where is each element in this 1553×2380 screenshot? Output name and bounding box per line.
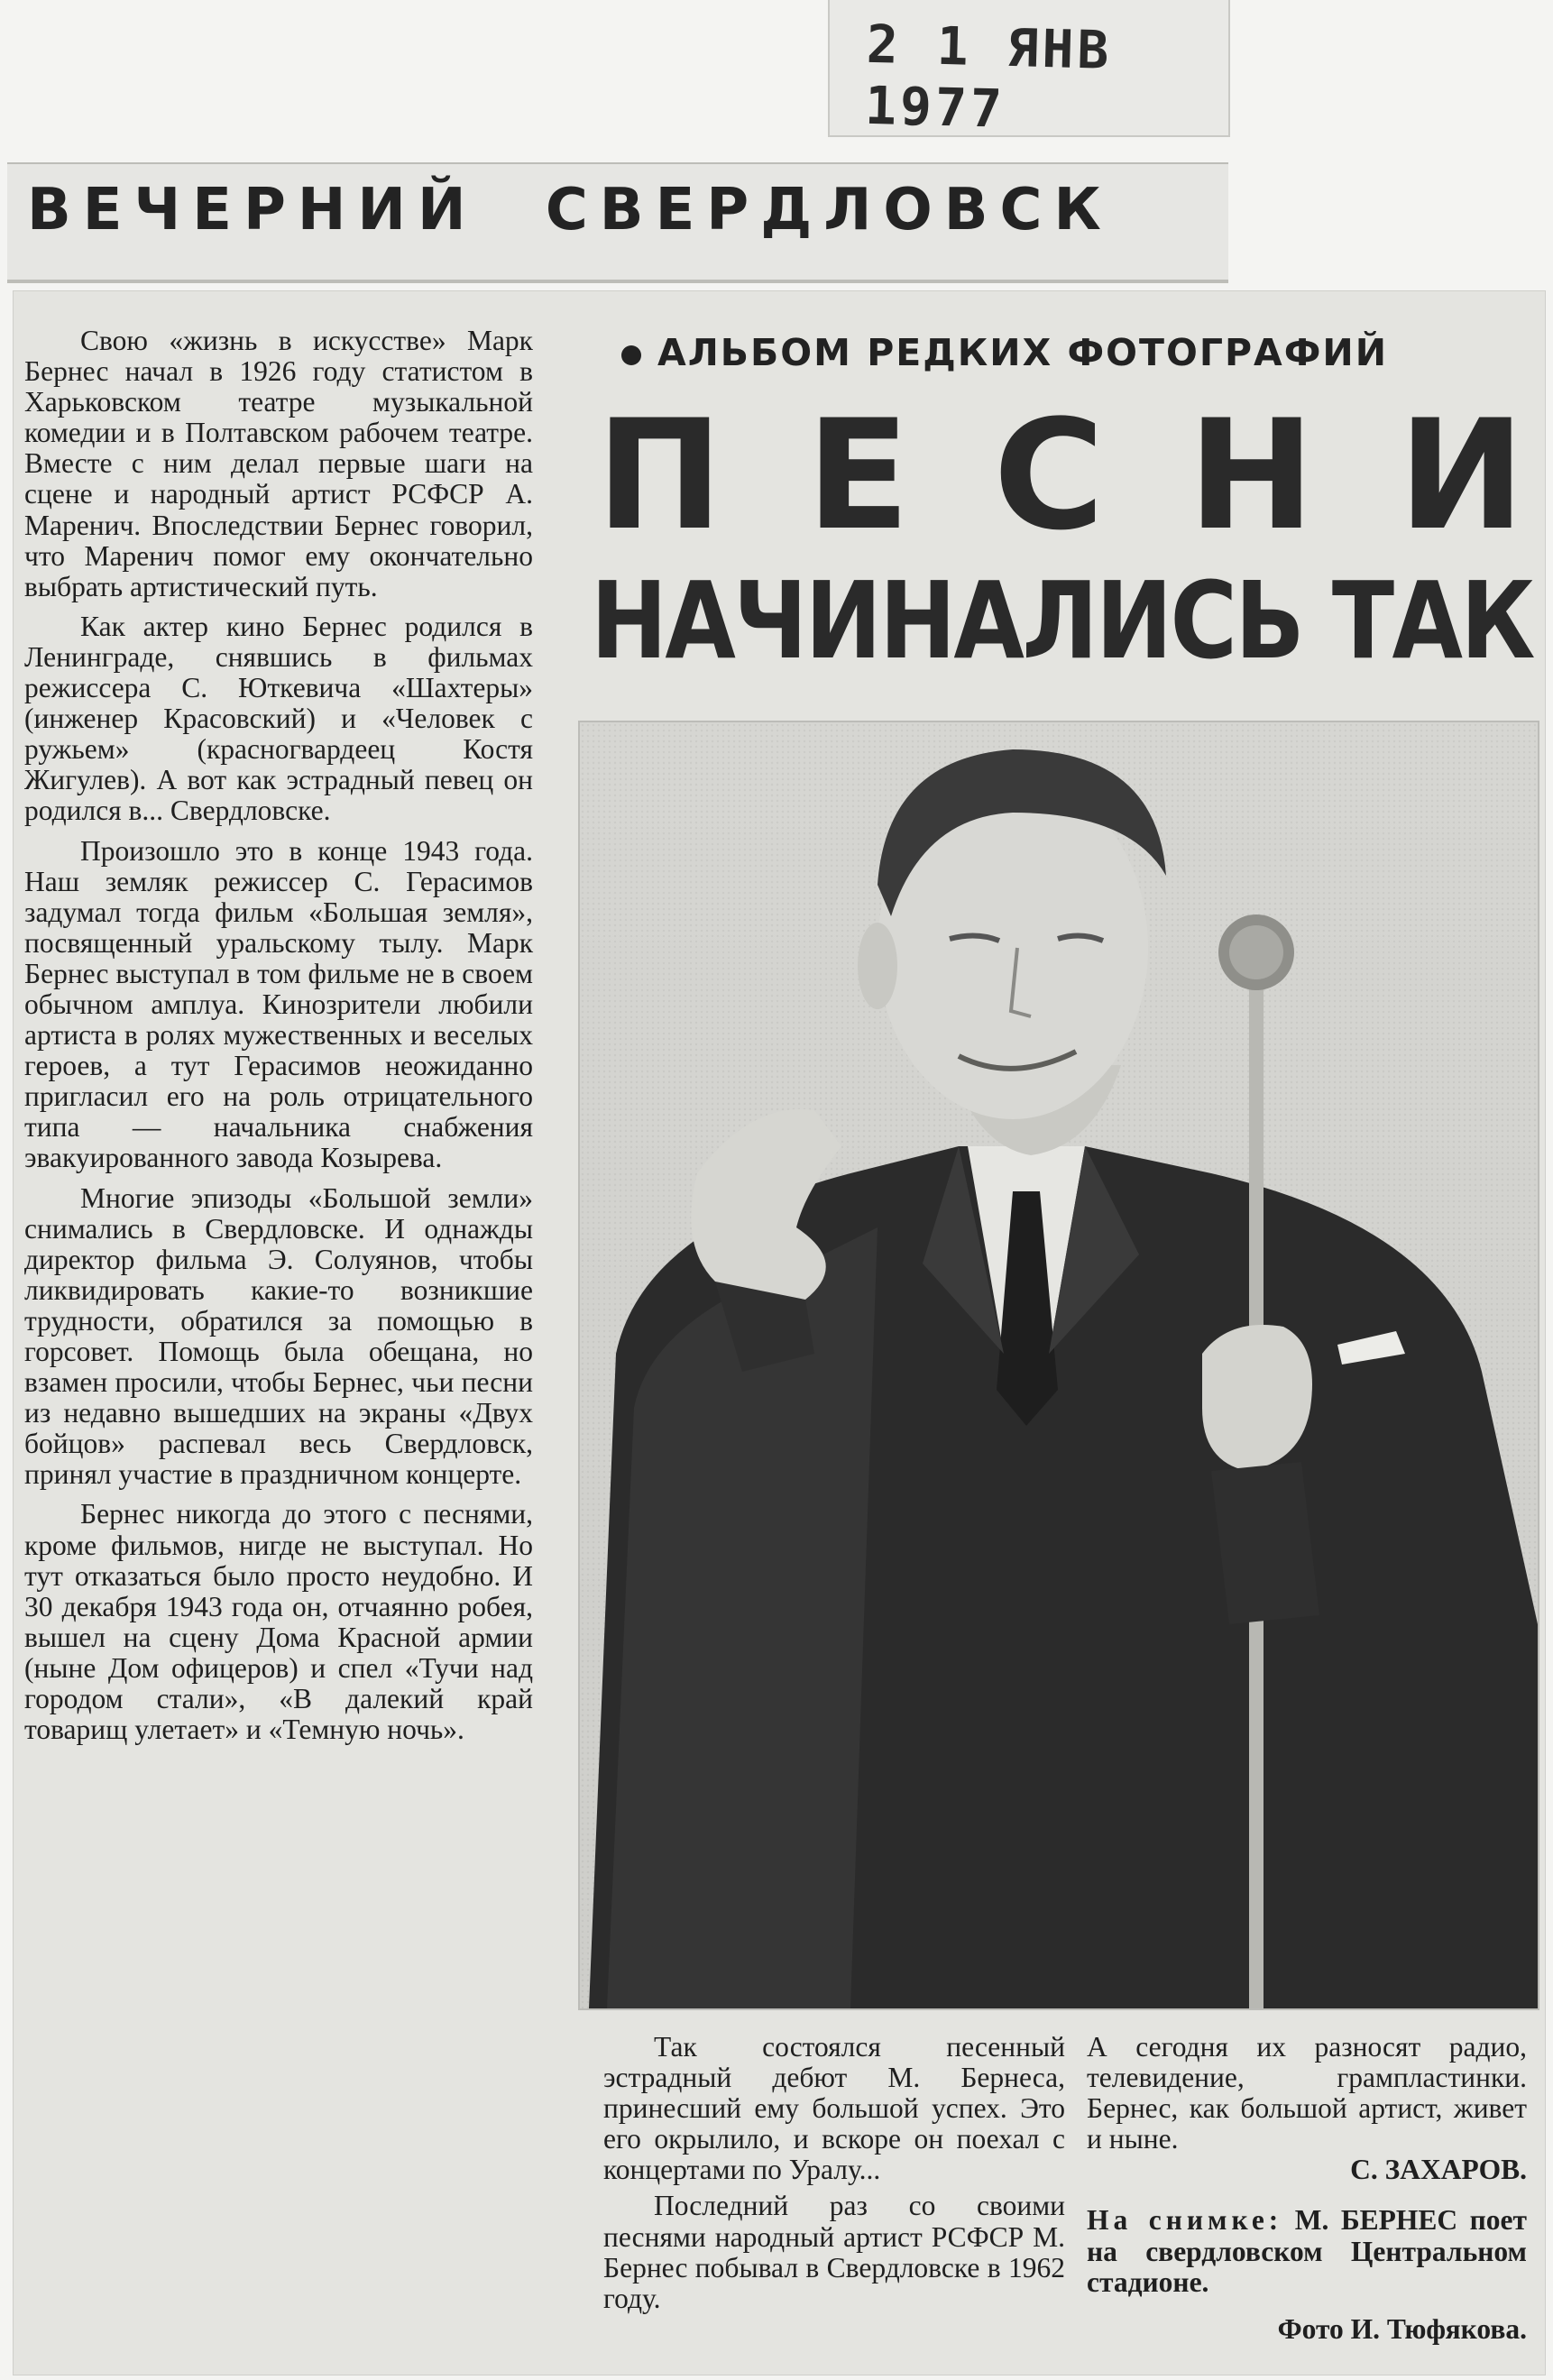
paragraph: Произошло это в конце 1943 года. Наш земляк режиссер С. Герасимов задумал тогда фильм «Большая земля», посвященный уральскому тылу. Марк Бернес выступал в том фильме не в своем обычном амплуа. Кинозрители любили артиста в ролях мужественных и веселых героев, а тут Герасимов неожиданно пригласил его на роль отрицательного типа — начальника снабжения эвакуированного завода Козырева.	[24, 834, 533, 1174]
headline-letter: Н	[1188, 387, 1315, 564]
paragraph: Многие эпизоды «Большой земли» снимались в Свердловске. И однажды директор фильма Э. Солуянов, чтобы ликвидировать какие-то возникшие трудности, обратился за помощью в горсовет. Помощь была обещана, но взамен просили, чтобы Бернес, чьи песни из недавно вышедших на экраны «Двух бойцов» распевал весь Свердловск, принял участие в праздничном концерте.	[24, 1181, 533, 1491]
rubric-text: АЛЬБОМ РЕДКИХ ФОТОГРАФИЙ	[657, 331, 1389, 374]
headline-letter: П	[596, 387, 723, 564]
paragraph: Последний раз со своими песнями народный артист РСФСР М. Бернес побывал в Свердловске в 1962 году.	[603, 2190, 1065, 2314]
headline-line-2: НАЧИНАЛИСЬ ТАК	[591, 558, 1533, 683]
left-article-column	[24, 326, 533, 1754]
rubric	[621, 331, 1388, 374]
caption-column-2	[1087, 2032, 1527, 2345]
newspaper-clipping	[13, 290, 1546, 2375]
date-stamp: 2 1 ЯНВ 1977	[864, 13, 1114, 140]
headline-letter: Е	[806, 387, 910, 564]
photo-caption-text: М. БЕРНЕС поет на свердловском Центральном стадионе.	[1087, 2204, 1527, 2298]
headline-line-1	[596, 387, 1525, 564]
caption-column-1	[603, 2032, 1065, 2320]
date-slip	[828, 0, 1230, 140]
author-signature: С. ЗАХАРОВ.	[1350, 2154, 1527, 2186]
bullet-icon	[621, 345, 641, 365]
photo-credit: Фото И. Тюфякова.	[1277, 2312, 1527, 2345]
photo-caption-label: На снимке:	[1087, 2204, 1283, 2237]
photo-caption	[1087, 2205, 1527, 2297]
headline-letter: С	[993, 387, 1105, 564]
photo	[578, 721, 1539, 2010]
photo-illustration	[580, 722, 1538, 2008]
paragraph: Бернес никогда до этого с песнями, кроме фильмов, нигде не выступал. Но тут отказаться было просто неудобно. И 30 декабря 1943 года он, отчаянно робея, вышел на сцену Дома Красной армии (ныне Дом офицеров) и спел «Тучи над городом стали», «В далекий край товарищ улетает» и «Темную ночь».	[24, 1498, 533, 1746]
masthead-strip	[7, 162, 1228, 283]
paragraph: Как актер кино Бернес родился в Ленинграде, снявшись в фильмах режиссера С. Юткевича «Шахтеры» (инженер Красовский) и «Человек с ружьем» (красногвардеец Костя Жигулев). А вот как эстрадный певец он родился в... Свердловске.	[24, 610, 533, 827]
paragraph: А сегодня их разносят радио, телевидение, грампластинки. Бернес, как большой артист, живет и ныне.	[1087, 2031, 1527, 2155]
headline-letter: И	[1398, 387, 1525, 564]
paragraph: Так состоялся песенный эстрадный дебют М. Бернеса, принесший ему большой успех. Это его окрылило, и вскоре он поехал с концертами по Уралу...	[603, 2031, 1065, 2186]
newspaper-masthead: ВЕЧЕРНИЙ СВЕРДЛОВСК	[27, 177, 1113, 244]
paragraph: Свою «жизнь в искусстве» Марк Бернес начал в 1926 году статистом в Харьковском театре музыкальной комедии и в Полтавском рабочем театре. Вместе с ним делал первые шаги на сцене и народный артист РСФСР А. Маренич. Впоследствии Бернес говорил, что Маренич помог ему окончательно выбрать артистический путь.	[24, 325, 533, 602]
